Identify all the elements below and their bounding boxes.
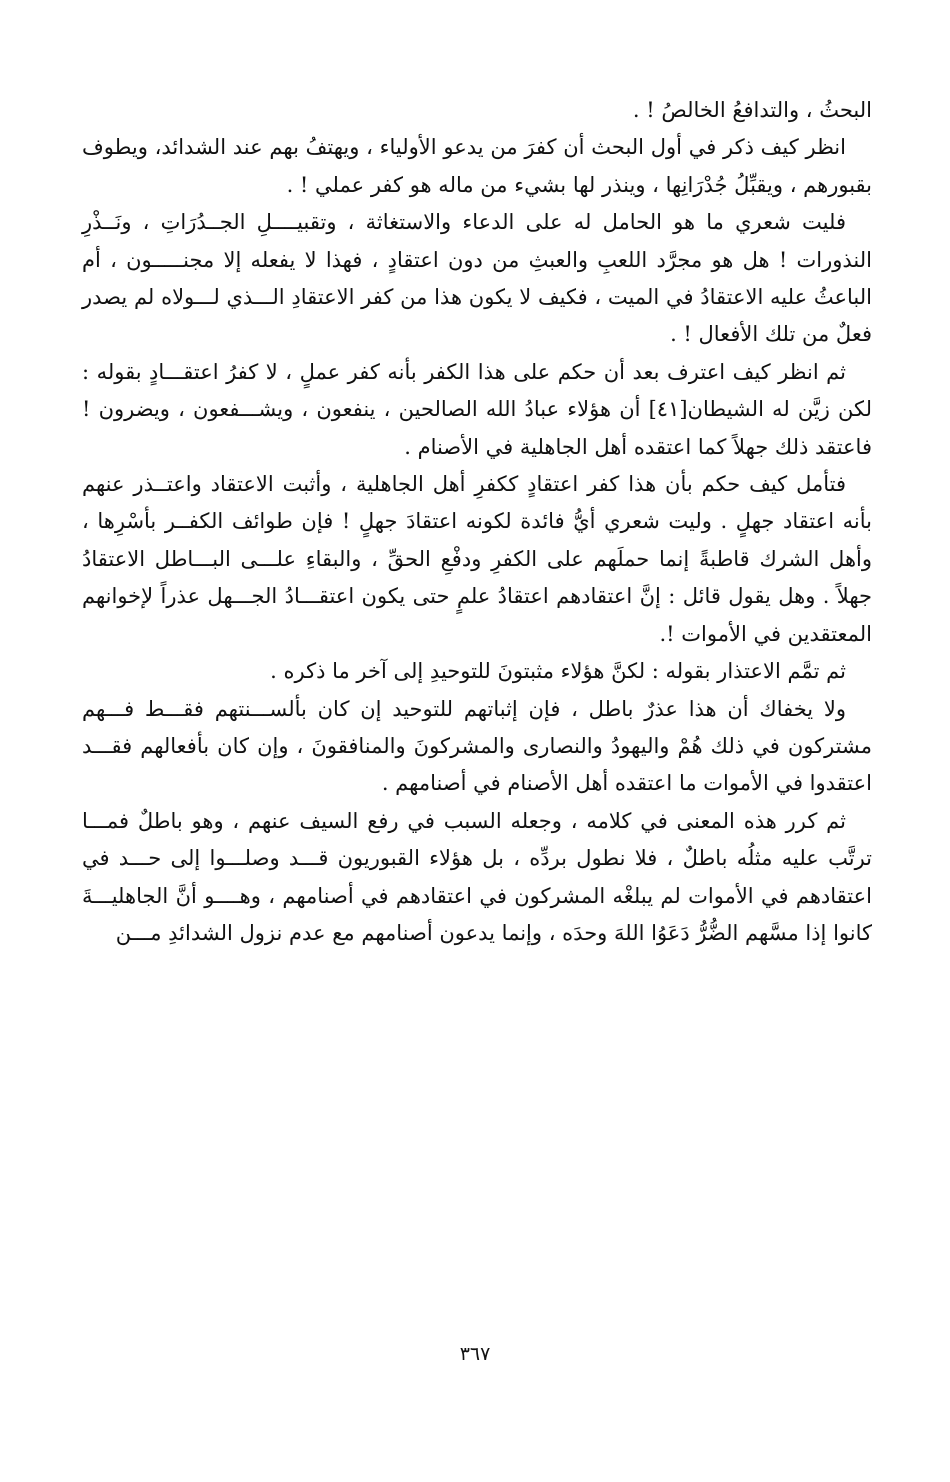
- paragraph-5: فتأمل كيف حكم بأن هذا كفر اعتقادٍ ككفرِ أهل الجاهلية ، وأثبت الاعتقاد واعتــذر عنهم بأنه اعتقاد جهلٍ . وليت شعري أيُّ فائدة لكونه اعتقادَ جهلٍ ! فإن طوائف الكفــر بأسْرِها ، وأهل الشرك قاطبةً إنما حملَهم على الكفرِ ودفْعِ الحقِّ ، والبقاءِ علـــى البـــاطل الاعتقادُ جهلاً . وهل يقول قائل : إنَّ اعتقادهم اعتقادُ علمٍ حتى يكون اعتقـــادُ الجـــهل عذراً لإخوانهم المعتقدين في الأموات !.: [82, 472, 872, 646]
- paragraph-1: البحثُ ، والتدافعُ الخالصُ ! .: [632, 98, 872, 122]
- paragraph-2: انظر كيف ذكر في أول البحث أن كفرَ من يدعو الأولياء ، ويهتفُ بهم عند الشدائد، ويطوف بقبورهم ، ويقبِّلُ جُدْرَانِها ، وينذر لها بشيء من ماله هو كفر عملي ! .: [82, 135, 872, 197]
- paragraph-4: ثم انظر كيف اعترف بعد أن حكم على هذا الكفر بأنه كفر عملٍ ، لا كفرُ اعتقـــادٍ بقوله : لكن زيَّن له الشيطان[٤١] أن هؤلاء عبادُ الله الصالحين ، ينفعون ، ويشـــفعون ، ويضرون ! فاعتقد ذلك جهلاً كما اعتقده أهل الجاهلية في الأصنام .: [82, 359, 872, 459]
- paragraph-8: ثم كرر هذه المعنى في كلامه ، وجعله السبب في رفع السيف عنهم ، وهو باطلٌ فمـــا ترتَّب عليه مثلُه باطلٌ ، فلا نطول بردِّه ، بل هؤلاء القبوريون قـــد وصلـــوا إلى حـــد في اعتقادهم في الأموات لم يبلغْه المشركون في اعتقادهم في أصنامهم ، وهــــو أنَّ الجاهليـــةَ كانوا إذا مسَّهم الضُّرُّ دَعَوُا اللهَ وحدَه ، وإنما يدعون أصنامهم مع عدم نزول الشدائدِ مـــن: [82, 808, 872, 945]
- paragraph-7: ولا يخفاك أن هذا عذرٌ باطل ، فإن إثباتهم للتوحيد إن كان بألســـنتهم فقـــط فـــهم مشتركون في ذلك هُمْ واليهودُ والنصارى والمشركونَ والمنافقونَ ، وإن كان بأفعالهم فقـــد اعتقدوا في الأموات ما اعتقده أهل الأصنام في أصنامهم .: [82, 696, 872, 796]
- paragraph-3: فليت شعري ما هو الحامل له على الدعاء والاستغاثة ، وتقبيــــلِ الجــدُرَاتِ ، ونَــذْرِ النذورات ! هل هو مجرَّد اللعبِ والعبثِ من دون اعتقادٍ ، فهذا لا يفعله إلا مجنـــــون ، أم الباعثُ عليه الاعتقادُ في الميت ، فكيف لا يكون هذا من كفر الاعتقادِ الـــذي لـــولاه لم يصدر فعلٌ من تلك الأفعال ! .: [82, 210, 872, 347]
- body-text: [82, 92, 872, 952]
- paragraph-6: ثم تمَّم الاعتذار بقوله : لكنَّ هؤلاء مثبتونَ للتوحيدِ إلى آخر ما ذكره .: [270, 659, 846, 684]
- page-number: ٣٦٧: [459, 1343, 491, 1365]
